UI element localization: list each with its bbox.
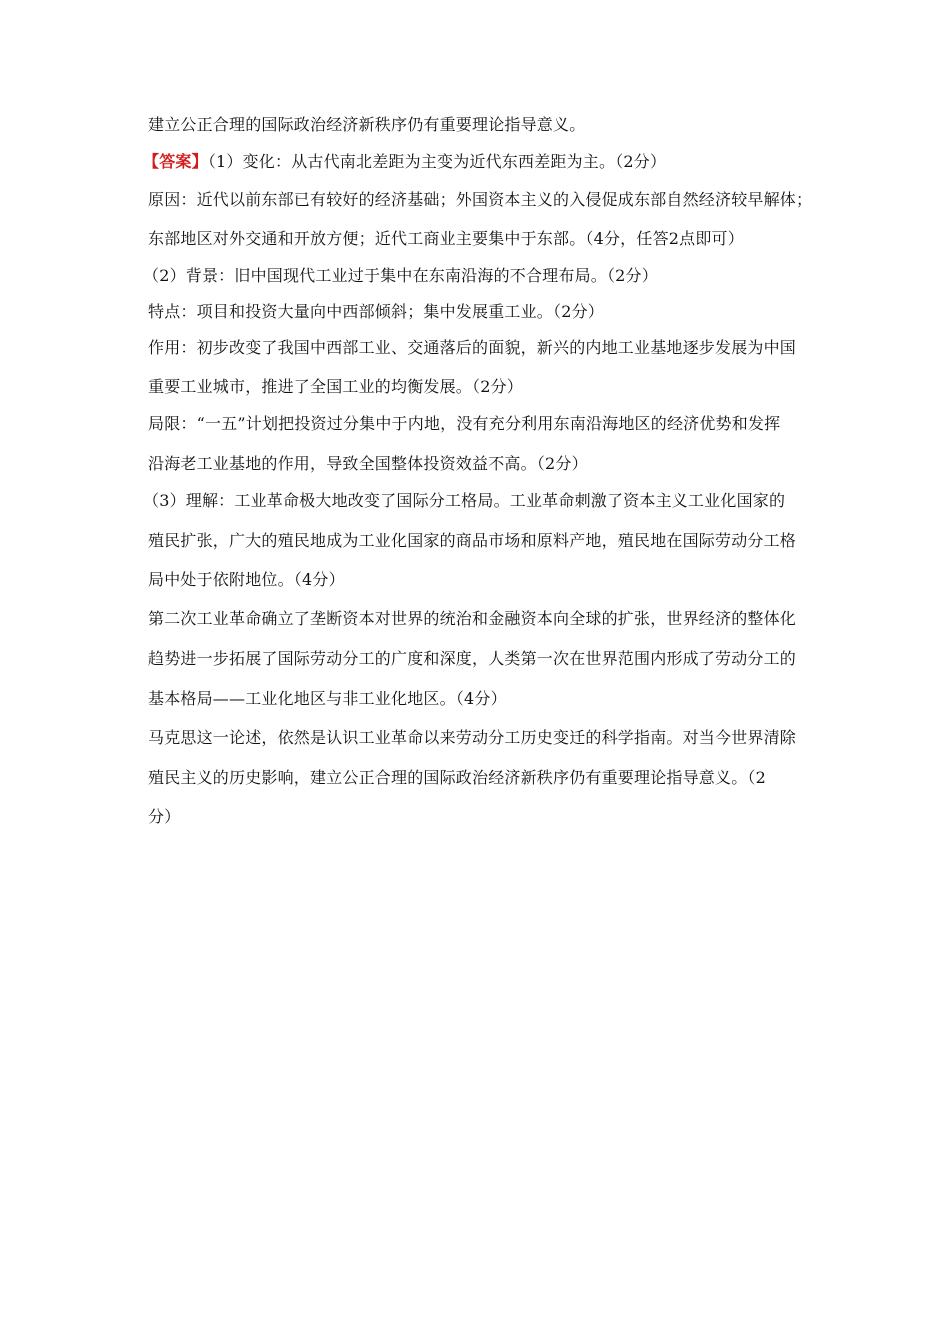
text-line-7: 作用：初步改变了我国中西部工业、交通落后的面貌，新兴的内地工业基地逐步发展为中国 bbox=[148, 338, 797, 357]
text-line-14: 第二次工业革命确立了垄断资本对世界的统治和金融资本向全球的扩张，世界经济的整体化 bbox=[148, 609, 797, 628]
text-line-4: 东部地区对外交通和开放方便；近代工商业主要集中于东部。（4分，任答2点即可） bbox=[148, 229, 744, 248]
text-line-3: 原因：近代以前东部已有较好的经济基础；外国资本主义的入侵促成东部自然经济较早解体； bbox=[148, 190, 813, 209]
text-line-11: （3）理解：工业革命极大地改变了国际分工格局。工业革命刺激了资本主义工业化国家的 bbox=[143, 491, 786, 510]
text-line-1: 建立公正合理的国际政治经济新秩序仍有重要理论指导意义。 bbox=[148, 115, 586, 134]
text-line-2: （1）变化：从古代南北差距为主变为近代东西差距为主。（2分） bbox=[207, 152, 667, 171]
text-line-18: 殖民主义的历史影响，建立公正合理的国际政治经济新秩序仍有重要理论指导意义。（2 bbox=[148, 768, 766, 787]
text-line-17: 马克思这一论述，依然是认识工业革命以来劳动分工历史变迁的科学指南。对当今世界清除 bbox=[148, 728, 797, 747]
text-line-5: （2）背景：旧中国现代工业过于集中在东南沿海的不合理布局。（2分） bbox=[143, 266, 658, 285]
text-line-13: 局中处于依附地位。（4分） bbox=[148, 570, 345, 589]
text-line-9: 局限：“一五”计划把投资过分集中于内地，没有充分利用东南沿海地区的经济优势和发挥 bbox=[148, 414, 781, 433]
answer-line bbox=[143, 152, 823, 172]
text-line-10: 沿海老工业基地的作用，导致全国整体投资效益不高。（2分） bbox=[148, 454, 588, 473]
text-line-19: 分） bbox=[148, 807, 181, 826]
text-line-6: 特点：项目和投资大量向中西部倾斜；集中发展重工业。（2分） bbox=[148, 302, 604, 321]
answer-label: 【答案】 bbox=[143, 152, 208, 171]
text-line-12: 殖民扩张，广大的殖民地成为工业化国家的商品市场和原料产地，殖民地在国际劳动分工格 bbox=[148, 531, 797, 550]
text-line-8: 重要工业城市，推进了全国工业的均衡发展。（2分） bbox=[148, 377, 523, 396]
text-line-16: 基本格局——工业化地区与非工业化地区。（4分） bbox=[148, 689, 507, 708]
text-line-15: 趋势进一步拓展了国际劳动分工的广度和深度，人类第一次在世界范围内形成了劳动分工的 bbox=[148, 649, 797, 668]
